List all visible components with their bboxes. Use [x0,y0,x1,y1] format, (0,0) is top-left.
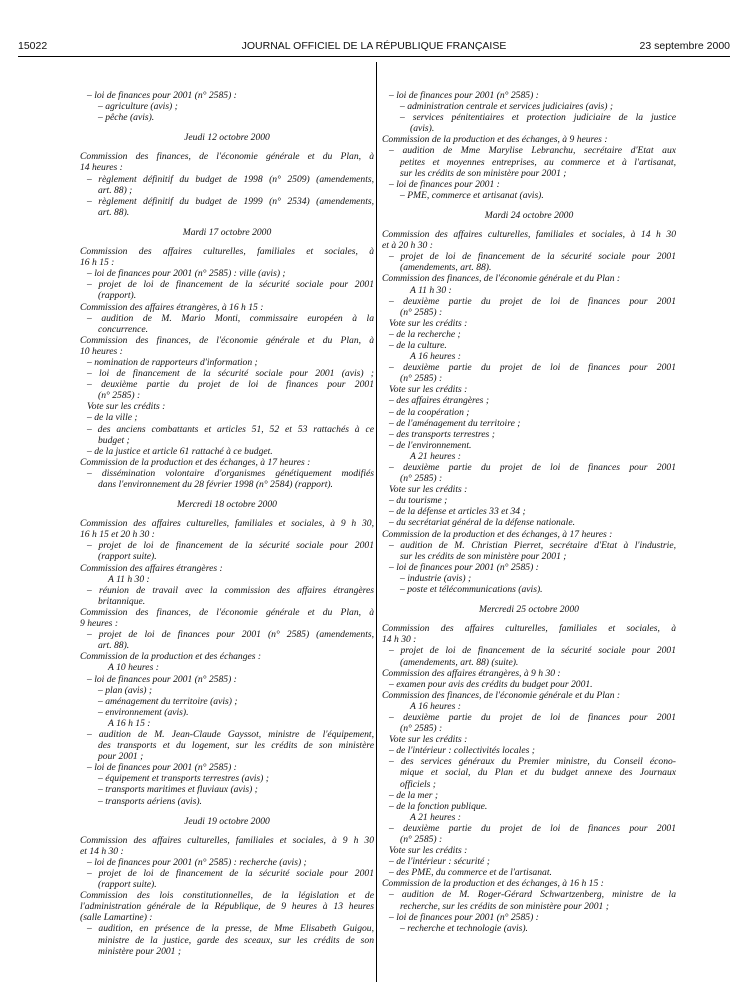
session-date-heading: Jeudi 19 octobre 2000 [184,815,270,827]
text-line: – deuxième partie du projet de loi de finances pour 2001 [87,379,374,391]
text-line: – des anciens combattants et articles 51, 52 et 53 rattachés à ce [87,423,374,435]
text-line: – des services généraux du Premier ministre, du Conseil écono- [389,756,676,768]
text-line: – loi de finances pour 2001 (n° 2585) : [87,673,237,685]
text-line: et 14 h 30 : [80,845,124,857]
text-line: (rapport suite). [98,551,157,563]
text-line: (n° 2585) : [400,373,443,385]
text-line: – du secrétariat général de la défense nationale. [389,517,575,529]
session-time: A 11 h 30 : [108,573,150,585]
text-line: – poste et télécommunications (avis). [400,584,543,596]
text-line: – de la défense et articles 33 et 34 ; [389,506,526,518]
text-line: (n° 2585) : [400,723,443,735]
text-line: (n° 2585) : [400,473,443,485]
text-line: – des PME, du commerce et de l'artisanat. [389,867,552,879]
text-line: – plan (avis) ; [98,684,153,696]
session-date-heading: Jeudi 12 octobre 2000 [184,132,270,144]
session-date-heading: Mardi 17 octobre 2000 [182,226,272,238]
text-line: – aménagement du territoire (avis) ; [98,695,238,707]
text-line: – administration centrale et services judiciaires (avis) ; [400,101,614,113]
text-line: Commission des affaires culturelles, familiales et sociales, à [382,623,676,635]
text-line: – loi de finances pour 2001 (n° 2585) : [389,561,539,573]
text-line: l'administration générale de la République, de 9 heures à 13 heures [80,901,374,913]
text-line: – pêche (avis). [98,112,155,124]
text-line: – des transports terrestres ; [389,428,495,440]
text-line: – industrie (avis) ; [400,572,472,584]
text-line: Commission des affaires culturelles, familiales et sociales, à 14 h 30 [382,229,676,241]
text-line: – réunion de travail avec la commission des affaires étrangères [87,584,374,596]
text-line: Commission des lois constitutionnelles, de la législation et de [80,890,374,902]
text-line: – loi de finances pour 2001 (n° 2585) : [87,90,237,101]
text-line: sur les crédits de son ministère pour 2001 ; [400,167,567,179]
text-line: – deuxième partie du projet de loi de finances pour 2001 [389,822,676,834]
text-line: ministre de la justice, garde des sceaux, sur les crédits de son [98,934,374,946]
text-line: britannique. [98,595,146,607]
text-line: et à 20 h 30 : [382,240,433,252]
text-line: Vote sur les crédits : [389,734,468,746]
text-line: – projet de loi de financement de la sécurité sociale pour 2001 [87,279,374,291]
text-line: – de l'intérieur : collectivités locales ; [389,745,535,757]
text-line: – nomination de rapporteurs d'information ; [87,356,258,368]
text-line: Vote sur les crédits : [389,484,468,496]
text-line: – dissémination volontaire d'organismes génétiquement modifiés [87,467,374,479]
journal-title: JOURNAL OFFICIEL DE LA RÉPUBLIQUE FRANÇAISE [241,40,507,52]
text-line: Vote sur les crédits : [389,845,468,857]
page-header [18,40,730,56]
text-line: – de l'aménagement du territoire ; [389,417,521,429]
text-line: concurrence. [98,323,148,335]
text-line: Commission des finances, de l'économie générale et du Plan : [382,273,621,285]
text-line: recherche, sur les crédits de son ministère pour 2001 ; [400,900,609,912]
text-line: – loi de finances pour 2001 (n° 2585) : ville (avis) ; [87,268,286,280]
session-time: A 10 heures : [108,662,159,674]
text-line: – de la mer ; [389,789,439,801]
session-time: A 11 h 30 : [410,284,452,296]
text-line: – audition de M. Jean-Claude Gayssot, ministre de l'équipement, [87,728,374,740]
text-line: – transports maritimes et fluviaux (avis) ; [98,784,258,796]
text-line: – de l'environnement. [389,439,472,451]
text-line: – deuxième partie du projet de loi de finances pour 2001 [389,362,676,374]
text-line: – audition de M. Roger-Gérard Schwartzenberg, ministre de la [389,889,676,901]
text-line: sur les crédits de son ministère pour 2001 ; [400,550,567,562]
text-line: Commission des affaires culturelles, familiales et sociales, à 9 h 30, [80,518,374,530]
text-line: – loi de finances pour 2001 (n° 2585) : [389,90,539,101]
right-column [382,90,676,934]
text-line: Commission de la production et des échanges, à 16 h 15 : [382,878,604,890]
text-line: – règlement définitif du budget de 1998 (n° 2509) (amendements, [87,173,374,185]
text-line: Commission de la production et des échanges, à 17 heures : [382,528,613,540]
session-time: A 16 heures : [410,351,461,363]
text-line: Commission des finances, de l'économie générale et du Plan : [382,689,621,701]
text-line: – audition, en présence de la presse, de Mme Elisabeth Guigou, [87,923,374,935]
text-line: Commission de la production et des échanges, à 9 heures : [382,134,608,146]
text-line: art. 88). [98,640,130,652]
text-line: – projet de loi de financement de la sécurité sociale pour 2001 [389,645,676,657]
publication-date: 23 septembre 2000 [639,40,730,52]
text-line: – de l'intérieur : sécurité ; [389,856,490,868]
text-line: – audition de M. Christian Pierret, secrétaire d'Etat à l'industrie, [389,539,676,551]
text-line: – recherche et technologie (avis). [400,922,528,934]
text-line: Commission des finances, de l'économie générale et du Plan, à [80,606,374,618]
text-line: (n° 2585) : [98,390,141,402]
text-line: – projet de loi de financement de la sécurité sociale pour 2001 [87,868,374,879]
text-line: Commission de la production et des échanges : [80,651,262,663]
text-line: Vote sur les crédits : [87,401,166,413]
text-line: – loi de finances pour 2001 (n° 2585) : [87,762,237,774]
session-time: A 16 h 15 : [108,717,151,729]
session-date-heading: Mercredi 18 octobre 2000 [177,499,277,511]
text-line: mique et social, du Plan et du budget annexe des Journaux [400,767,676,779]
text-line: (rapport). [98,290,137,302]
text-line: – équipement et transports terrestres (avis) ; [98,773,269,785]
text-line: Commission des affaires étrangères : [80,562,223,574]
text-line: Commission des affaires étrangères, à 9 h 30 : [382,667,561,679]
text-line: – audition de Mme Marylise Lebranchu, secrétaire d'Etat aux [389,145,676,157]
text-line: 14 heures : [80,162,123,174]
text-line: (n° 2585) : [400,834,443,845]
text-line: art. 88). [98,206,130,218]
text-line: – loi de finances pour 2001 (n° 2585) : recherche (avis) ; [87,856,307,868]
column-divider [376,62,377,982]
text-line: – transports aériens (avis). [98,795,202,807]
text-line: – services pénitentiaires et protection judiciaire de la justice [400,112,676,124]
text-line: – de la ville ; [87,412,138,424]
text-line: – de la fonction publique. [389,800,488,812]
text-line: 10 heures : [80,345,123,357]
session-time: A 16 heures : [410,700,461,712]
text-line: – règlement définitif du budget de 1999 (n° 2534) (amendements, [87,195,374,207]
text-line: (n° 2585) : [400,306,443,318]
text-line: Commission des finances, de l'économie générale et du Plan, à [80,151,374,163]
text-line: (rapport suite). [98,879,157,891]
text-line: 14 h 30 : [382,634,417,646]
text-line: – de la coopération ; [389,406,470,418]
session-date-heading: Mercredi 25 octobre 2000 [479,604,579,616]
text-line: – deuxième partie du projet de loi de finances pour 2001 [389,462,676,473]
text-line: des transports et du logement, sur les crédits de son ministère [98,740,374,752]
session-time: A 21 heures : [410,450,461,462]
text-line: – projet de loi de financement de la sécurité sociale pour 2001 [389,251,676,263]
text-line: – de la recherche ; [389,328,461,340]
text-line: officiels ; [400,778,436,790]
text-line: ministère pour 2001 ; [98,945,182,957]
text-line: – loi de finances pour 2001 (n° 2585) : [389,911,539,923]
text-line: – de la justice et article 61 rattaché à ce budget. [87,445,273,457]
text-line: – deuxième partie du projet de loi de finances pour 2001 [389,711,676,723]
text-line: 16 h 15 : [80,257,115,269]
left-column [80,90,374,957]
session-time: A 21 heures : [410,811,461,823]
text-line: – du tourisme ; [389,495,448,507]
text-line: – de la culture. [389,339,447,351]
text-line: Commission des finances, de l'économie générale et du Plan, à [80,334,374,346]
text-line: 9 heures : [80,618,119,630]
text-line: – agriculture (avis) ; [98,101,178,113]
text-line: – loi de financement de la sécurité sociale pour 2001 (avis) ; [87,368,374,380]
text-line: – des affaires étrangères ; [389,395,490,407]
text-line: – projet de loi de finances pour 2001 (n° 2585) (amendements, [87,629,374,641]
text-line: pour 2001 ; [98,751,144,763]
text-line: (amendements, art. 88) (suite). [400,656,519,668]
text-line: Commission des affaires culturelles, familiales et sociales, à 9 h 30 [80,834,374,846]
text-line: petites et moyennes entreprises, au commerce et à l'artisanat, [400,156,676,168]
text-line: Commission des affaires étrangères, à 16 h 15 : [80,301,264,313]
text-line: art. 88) ; [98,184,133,196]
text-line: (amendements, art. 88). [400,262,492,274]
header-rule [18,56,730,57]
text-line: – examen pour avis des crédits du budget pour 2001. [389,678,593,690]
text-line: 16 h 15 et 20 h 30 : [80,529,155,541]
text-line: (salle Lamartine) : [80,912,153,924]
text-line: – projet de loi de financement de la sécurité sociale pour 2001 [87,540,374,552]
page-number: 15022 [18,40,48,52]
text-line: budget ; [98,434,130,446]
session-date-heading: Mardi 24 octobre 2000 [484,209,574,221]
text-line: – loi de finances pour 2001 : [389,178,500,190]
text-line: – deuxième partie du projet de loi de finances pour 2001 [389,295,676,307]
text-line: dans l'environnement du 28 février 1998 (n° 2584) (rapport). [98,479,333,490]
text-line: (avis). [410,123,435,135]
text-line: Commission de la production et des échanges, à 17 heures : [80,456,311,468]
text-line: – audition de M. Mario Monti, commissaire européen à la [87,312,374,324]
text-line: – environnement (avis). [98,706,189,718]
text-line: – PME, commerce et artisanat (avis). [400,189,544,201]
text-line: Vote sur les crédits : [389,384,468,396]
text-line: Vote sur les crédits : [389,317,468,329]
text-line: Commission des affaires culturelles, familiales et sociales, à [80,246,374,258]
